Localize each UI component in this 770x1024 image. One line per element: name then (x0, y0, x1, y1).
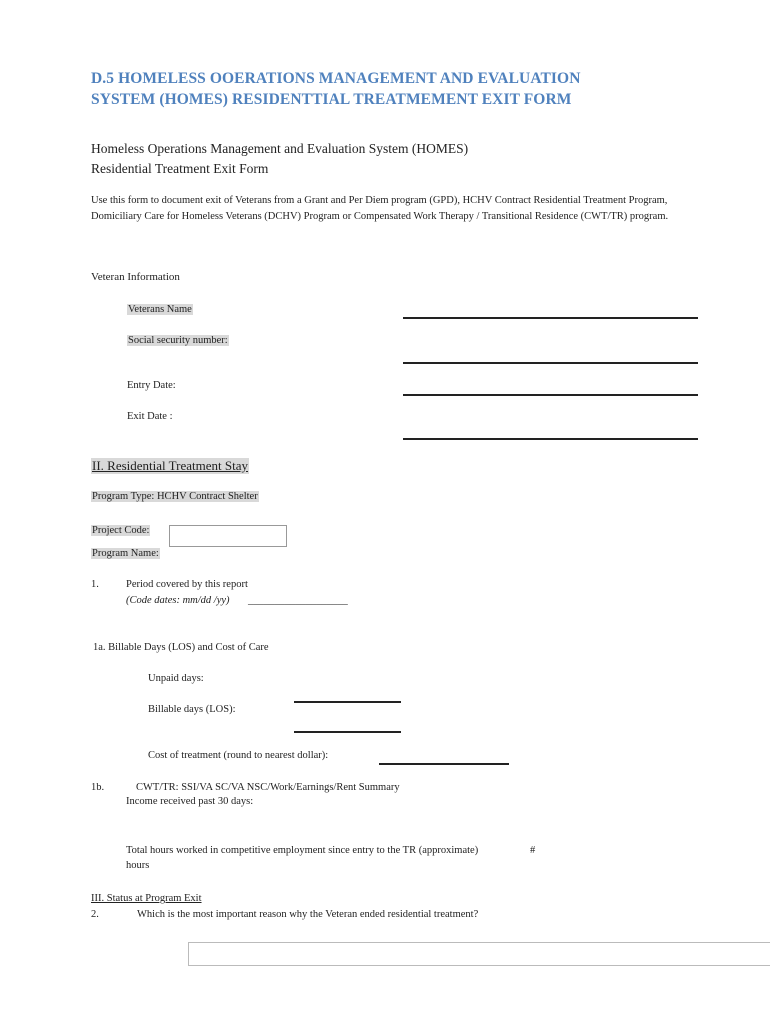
form-title-line1: D.5 HOMELESS OOERATIONS MANAGEMENT AND EVALUATION (91, 70, 581, 87)
item1-hint: (Code dates: mm/dd /yy) (126, 595, 230, 606)
item1b-number: 1b. (91, 782, 105, 793)
program-type-label: Program Type: HCHV Contract Shelter (92, 491, 258, 502)
unpaid-days-field[interactable] (294, 701, 401, 703)
exit-reason-input[interactable] (188, 942, 770, 966)
hours-label: Total hours worked in competitive employment since entry to the TR (approximate) (126, 845, 479, 856)
item1a-heading: 1a. Billable Days (LOS) and Cost of Care (93, 642, 269, 653)
form-subtitle-line2: Residential Treatment Exit Form (91, 161, 269, 176)
program-name-label: Program Name: (92, 548, 159, 559)
exit-date-label: Exit Date : (127, 411, 173, 422)
section3-heading: III. Status at Program Exit (91, 893, 202, 904)
item1b-text: CWT/TR: SSI/VA SC/VA NSC/Work/Earnings/Rent Summary (136, 782, 400, 793)
veteran-name-field[interactable] (403, 317, 698, 319)
unpaid-days-label: Unpaid days: (148, 673, 204, 684)
form-title-line2: SYSTEM (HOMES) RESIDENTTIAL TREATMEMENT EXIT FORM (91, 91, 572, 108)
item1-text: Period covered by this report (126, 579, 248, 590)
billable-days-field[interactable] (294, 731, 401, 733)
item1-number: 1. (91, 579, 99, 590)
project-code-input[interactable] (169, 525, 287, 547)
ssn-field[interactable] (403, 362, 698, 364)
ssn-label: Social security number: (128, 335, 228, 346)
section2-heading: II. Residential Treatment Stay (92, 458, 248, 473)
hours-unit: hours (126, 860, 150, 871)
form-subtitle-line1: Homeless Operations Management and Evaluation System (HOMES) (91, 141, 469, 156)
cost-field[interactable] (379, 763, 509, 765)
billable-days-label: Billable days (LOS): (148, 704, 236, 715)
income-label: Income received past 30 days: (126, 796, 254, 807)
period-field[interactable]: ___________________ (248, 595, 348, 606)
item2-number: 2. (91, 909, 99, 920)
item2-text: Which is the most important reason why the Veteran ended residential treatment? (137, 909, 479, 920)
exit-date-field[interactable] (403, 438, 698, 440)
entry-date-field[interactable] (403, 394, 698, 396)
project-code-label: Project Code: (92, 525, 150, 536)
entry-date-label: Entry Date: (127, 380, 176, 391)
veteran-name-label: Veterans Name (128, 304, 192, 315)
intro-paragraph: Use this form to document exit of Veterans from a Grant and Per Diem program (GPD), HCHV Contract Residential Treatment Program, Domiciliary Care for Homeless Veterans (DCHV) Program or Compensated Work Therapy / Transitional Residence (CWT/TR) program. (91, 195, 669, 222)
hours-hash: # (530, 845, 536, 856)
veteran-info-heading: Veteran Information (91, 271, 180, 283)
cost-label: Cost of treatment (round to nearest dollar): (148, 750, 329, 761)
